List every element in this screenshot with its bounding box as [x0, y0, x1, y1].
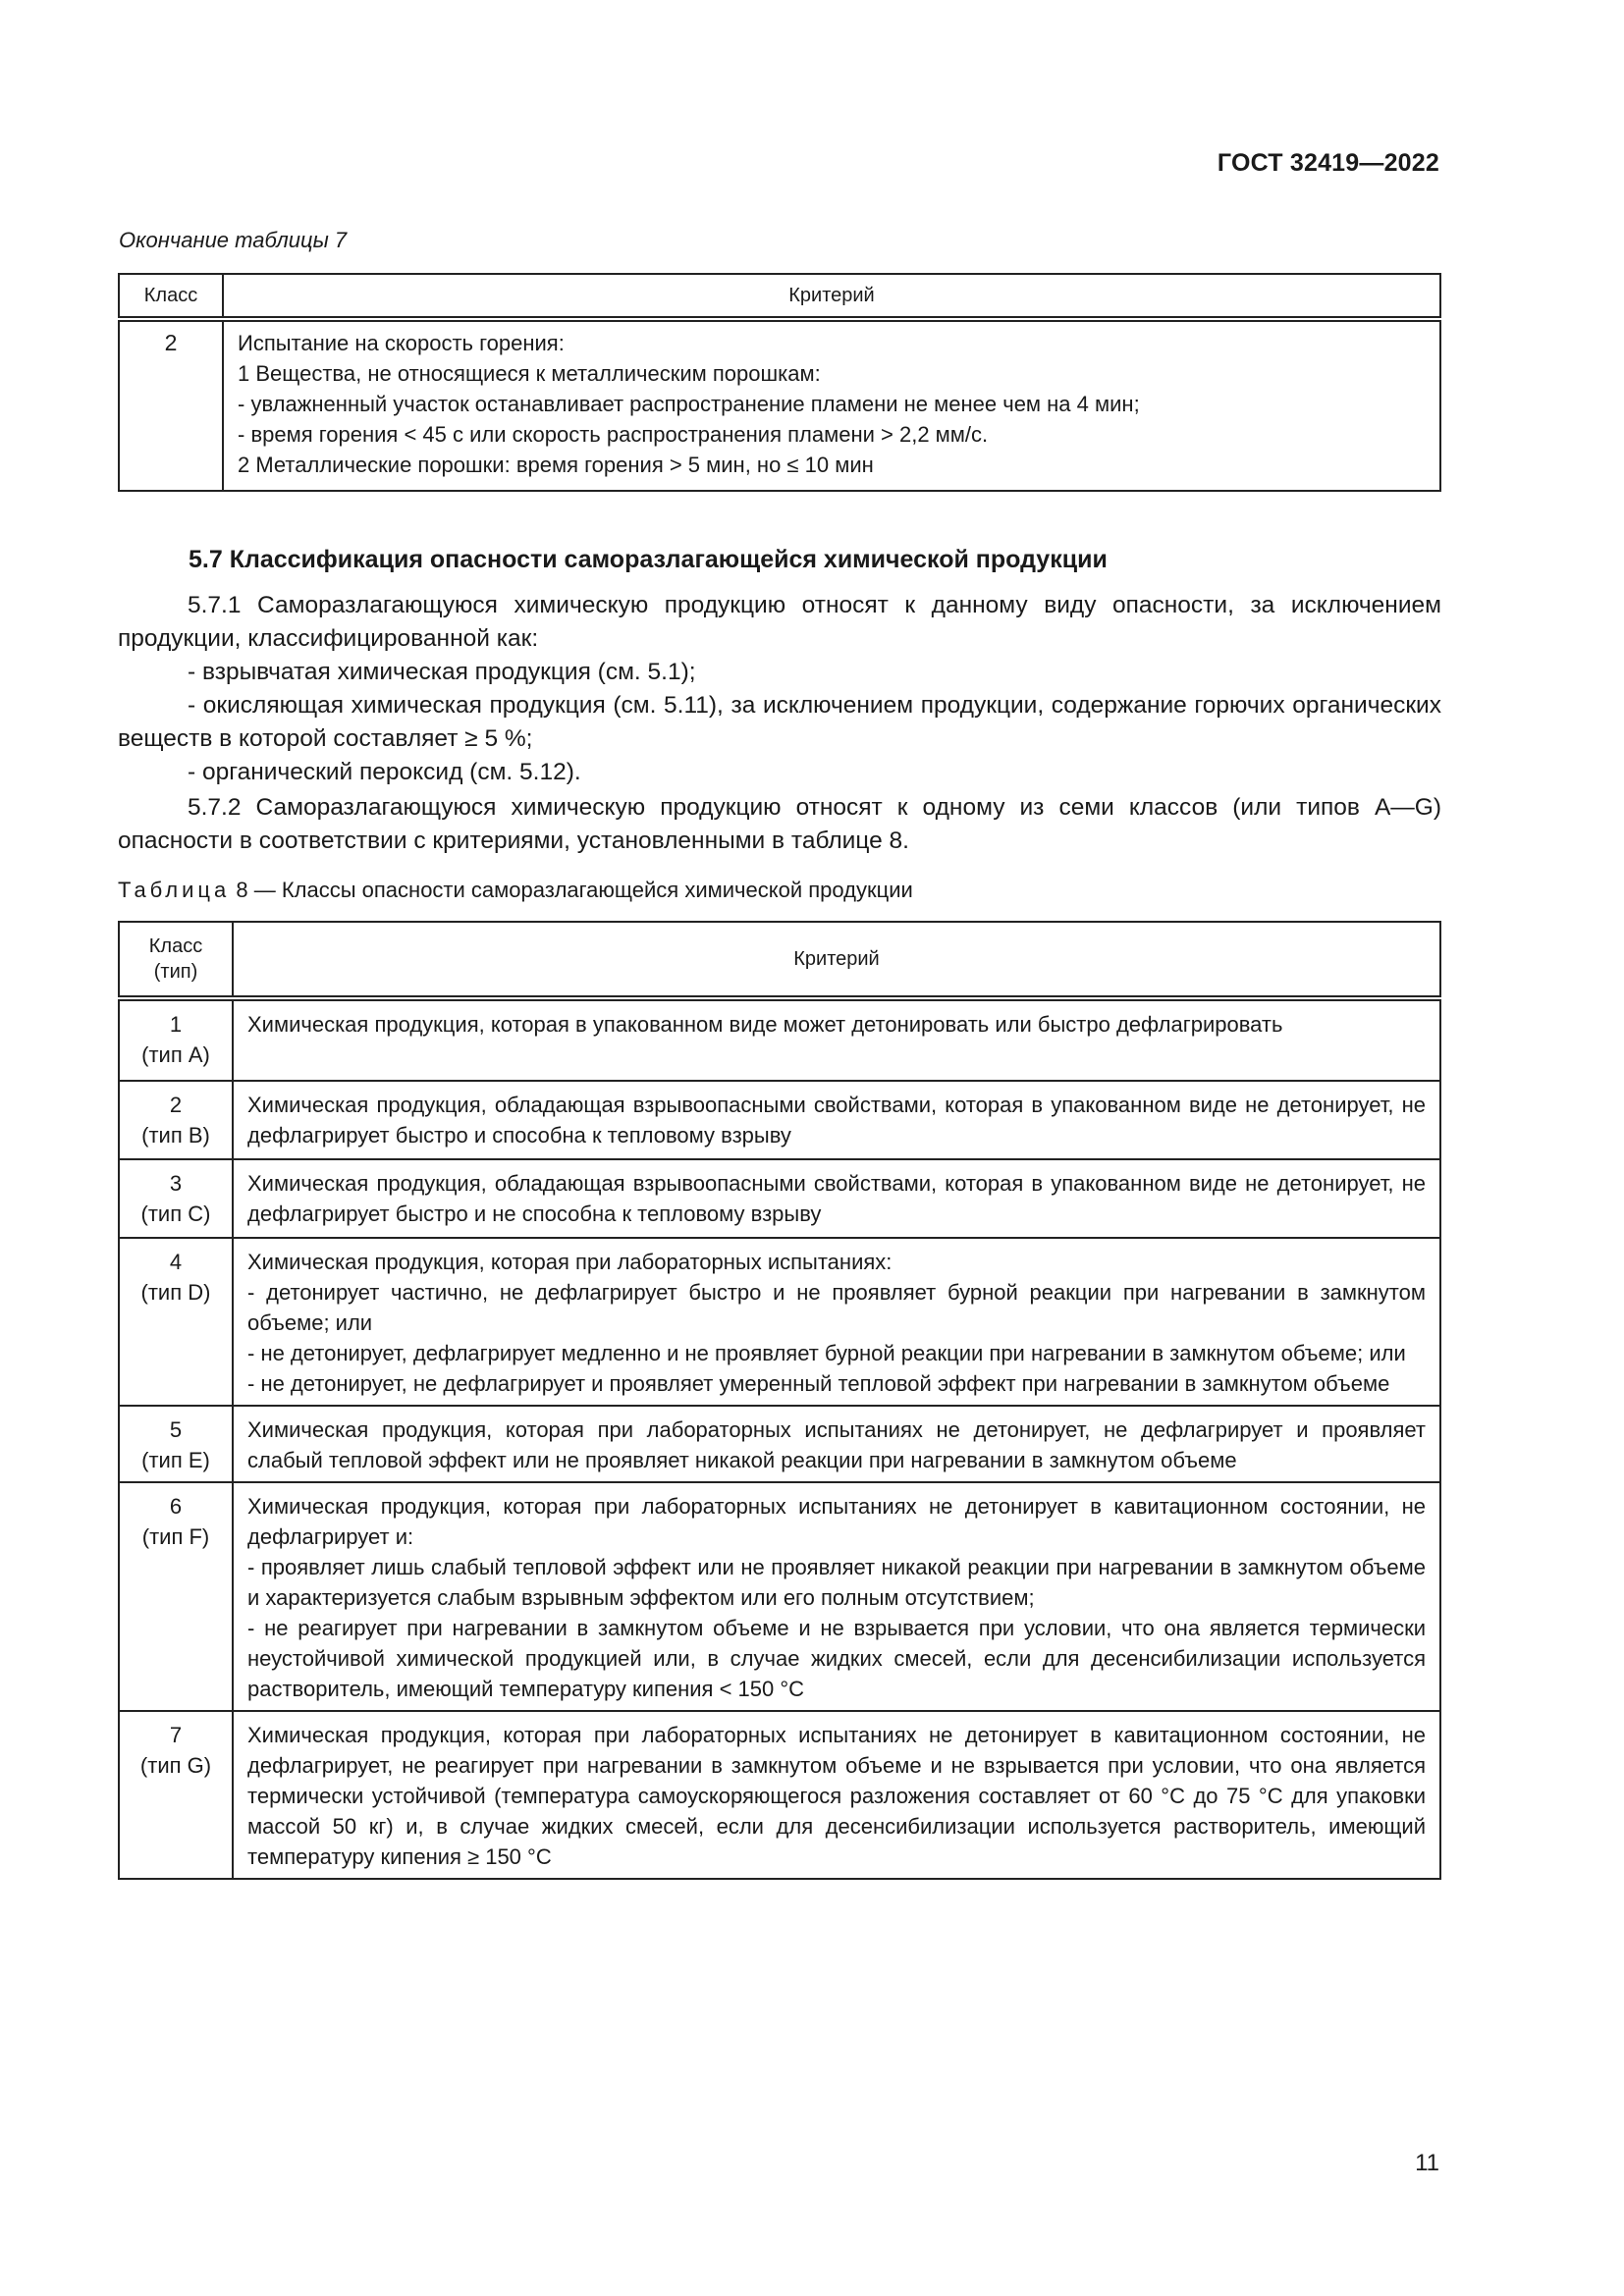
table-row	[119, 1238, 1440, 1406]
table8-header-row	[119, 922, 1440, 998]
table7-continuation-caption: Окончание таблицы 7	[119, 228, 348, 252]
criterion-line: Испытание на скорость горения:	[238, 331, 565, 355]
criterion-text: Химическая продукция, которая при лабораторных испытаниях:	[247, 1250, 893, 1274]
criterion-text: - детонирует частично, не дефлагрирует быстро и не проявляет бурной реакции при нагревании в замкнутом объеме; или	[247, 1280, 1426, 1335]
class-type: (тип С)	[140, 1201, 211, 1226]
class-number: 2	[169, 1093, 183, 1117]
col-class-line: Класс	[148, 935, 203, 957]
criterion-cell	[233, 1081, 1440, 1159]
table8-col-class	[119, 922, 233, 998]
paragraph-5-7-1: 5.7.1 Саморазлагающуюся химическую продукцию относят к данному виду опасности, за исключением продукции, классифицированной как:	[118, 592, 1441, 652]
table8-caption-text: 8 — Классы опасности саморазлагающейся химической продукции	[236, 878, 913, 902]
standard-designation: ГОСТ 32419—2022	[1217, 149, 1439, 177]
table-row	[119, 1406, 1440, 1482]
criterion-line: - время горения < 45 с или скорость распространения пламени > 2,2 мм/с.	[238, 422, 989, 447]
class-cell	[119, 1711, 233, 1879]
criterion-text: Химическая продукция, которая при лабораторных испытаниях не детонирует в кавитационном состоянии, не дефлагрирует, не реагирует при нагревании в замкнутом объеме и не взрывается при условии, что она является термически устойчивой (температура самоускоряющегося разложения составляет от 60 °С до 75 °С для упаковки массой 50 кг) и, в случае жидких смесей, если для десенсибилизации используется растворитель, имеющий температуру кипения ≥ 150 °С	[247, 1723, 1426, 1869]
class-type: (тип А)	[141, 1042, 210, 1067]
criterion-cell	[233, 1238, 1440, 1406]
table-row	[119, 319, 1440, 491]
list-item: - органический пероксид (см. 5.12).	[188, 759, 581, 785]
class-number: 5	[169, 1417, 183, 1442]
criterion-text: Химическая продукция, которая в упакованном виде может детонировать или быстро дефлагрировать	[247, 1012, 1283, 1037]
class-number: 6	[169, 1494, 183, 1519]
paragraph-5-7-2: 5.7.2 Саморазлагающуюся химическую продукцию относят к одному из семи классов (или типов A—G) опасности в соответствии с критериями, установленными в таблице 8.	[118, 794, 1441, 854]
table-7	[118, 273, 1441, 492]
criterion-text: - не детонирует, дефлагрирует медленно и не проявляет бурной реакции при нагревании в замкнутом объеме; или	[247, 1341, 1406, 1365]
class-type: (тип F)	[141, 1524, 210, 1549]
criterion-text: Химическая продукция, которая при лабораторных испытаниях не детонирует, не дефлагрирует и проявляет слабый тепловой эффект или не проявляет никакой реакции при нагревании в замкнутом объеме	[247, 1417, 1426, 1472]
class-cell	[119, 1238, 233, 1406]
table-8	[118, 921, 1441, 1880]
page-number: 11	[1415, 2150, 1439, 2176]
criterion-line: 1 Вещества, не относящиеся к металлическим порошкам:	[238, 361, 821, 386]
criterion-cell	[233, 1482, 1440, 1711]
table7-col-class: Класс	[119, 274, 223, 319]
class-cell	[119, 1159, 233, 1238]
table-row	[119, 1159, 1440, 1238]
table7-header-row	[119, 274, 1440, 319]
col-class-line: (тип)	[153, 961, 198, 983]
table8-col-criterion: Критерий	[233, 922, 1440, 998]
criterion-text: Химическая продукция, обладающая взрывоопасными свойствами, которая в упакованном виде не детонирует, не дефлагрирует быстро и не способна к тепловому взрыву	[247, 1171, 1426, 1226]
criterion-text: - проявляет лишь слабый тепловой эффект или не проявляет никакой реакции при нагревании в замкнутом объеме и характеризуется слабым взрывным эффектом или его полным отсутствием;	[247, 1555, 1426, 1610]
class-number: 7	[169, 1723, 183, 1747]
class-cell	[119, 998, 233, 1081]
class-type: (тип D)	[140, 1280, 211, 1305]
class-number: 1	[169, 1012, 183, 1037]
class-type: (тип G)	[139, 1753, 212, 1778]
criterion-line: 2 Металлические порошки: время горения > 5 мин, но ≤ 10 мин	[238, 453, 874, 477]
criterion-cell	[233, 998, 1440, 1081]
class-cell	[119, 1406, 233, 1482]
criterion-cell	[233, 1406, 1440, 1482]
class-type: (тип В)	[141, 1123, 210, 1148]
class-type: (тип Е)	[141, 1448, 210, 1472]
table-row	[119, 998, 1440, 1081]
class-cell	[119, 1081, 233, 1159]
class-number: 3	[169, 1171, 183, 1196]
criterion-line: - увлажненный участок останавливает распространение пламени не менее чем на 4 мин;	[238, 392, 1140, 416]
section-title: 5.7 Классификация опасности саморазлагающейся химической продукции	[189, 546, 1108, 573]
table-row	[119, 1711, 1440, 1879]
table-row	[119, 1081, 1440, 1159]
class-number: 4	[169, 1250, 183, 1274]
table7-col-criterion: Критерий	[223, 274, 1440, 319]
criterion-text: Химическая продукция, которая при лабораторных испытаниях не детонирует в кавитационном состоянии, не дефлагрирует и:	[247, 1494, 1426, 1549]
table7-criterion-cell	[223, 319, 1440, 491]
list-item: - взрывчатая химическая продукция (см. 5.1);	[188, 659, 696, 685]
criterion-text: - не детонирует, не дефлагрирует и проявляет умеренный тепловой эффект при нагревании в замкнутом объеме	[247, 1371, 1390, 1396]
table7-class-cell: 2	[119, 319, 223, 491]
criterion-text: Химическая продукция, обладающая взрывоопасными свойствами, которая в упакованном виде не детонирует, не дефлагрирует быстро и способна к тепловому взрыву	[247, 1093, 1426, 1148]
class-cell	[119, 1482, 233, 1711]
list-item: - окисляющая химическая продукция (см. 5.11), за исключением продукции, содержание горючих органических веществ в которой составляет ≥ 5 %;	[118, 692, 1441, 752]
criterion-cell	[233, 1711, 1440, 1879]
table8-caption-label: Таблица	[118, 878, 231, 902]
table8-caption	[118, 878, 913, 903]
table-row	[119, 1482, 1440, 1711]
criterion-text: - не реагирует при нагревании в замкнутом объеме и не взрывается при условии, что она является термически неустойчивой химической продукцией или, в случае жидких смесей, если для десенсибилизации используется растворитель, имеющий температуру кипения < 150 °С	[247, 1616, 1426, 1701]
criterion-cell	[233, 1159, 1440, 1238]
